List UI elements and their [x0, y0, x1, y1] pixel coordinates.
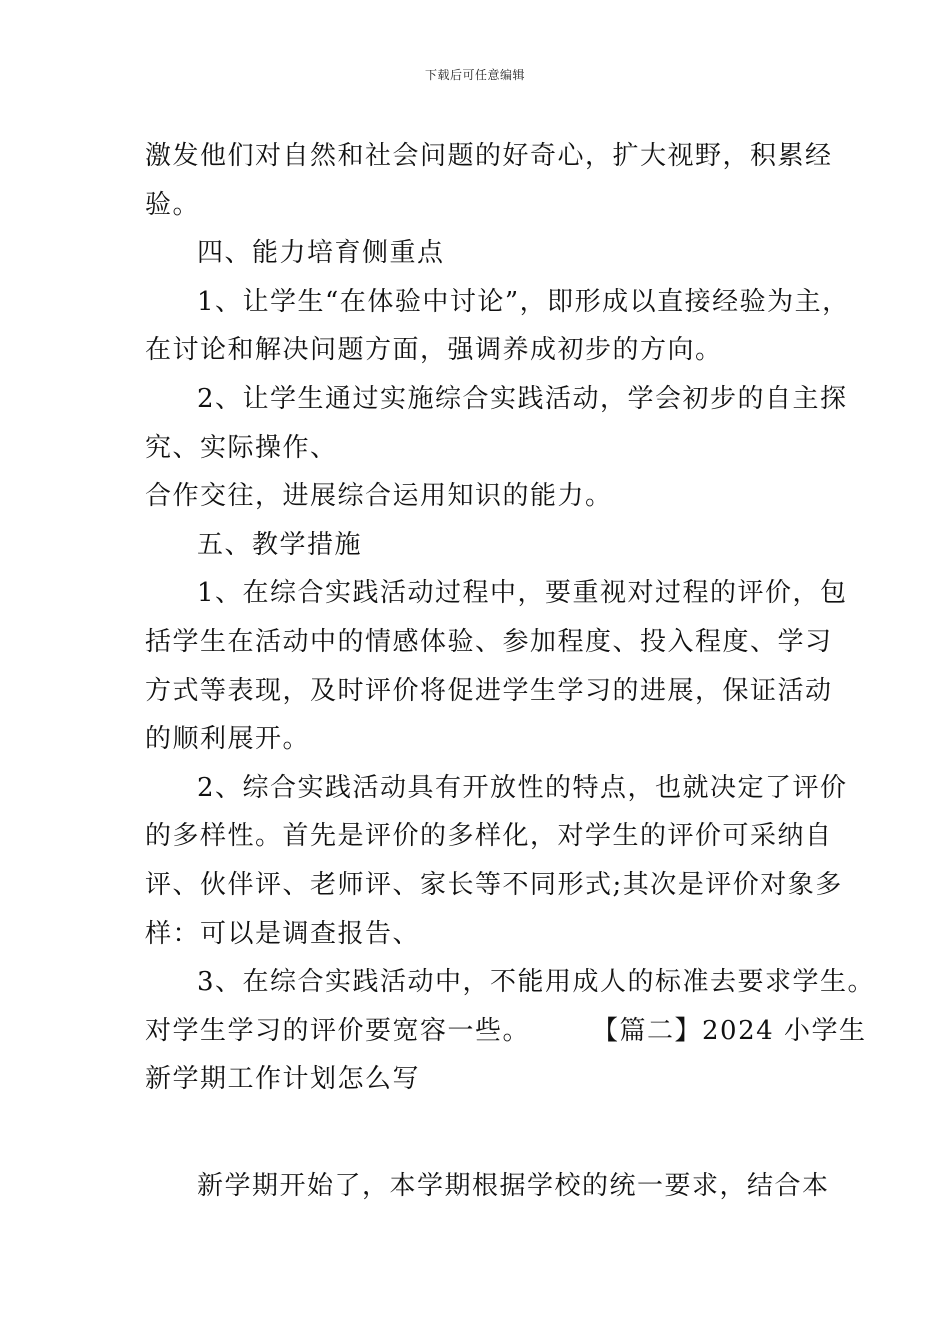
text-line: 合作交往，进展综合运用知识的能力。 — [145, 481, 613, 512]
text-line: 激发他们对自然和社会问题的好奇心，扩大视野，积累经 — [145, 141, 833, 171]
text-line — [145, 1007, 867, 1056]
document-body — [145, 132, 876, 1210]
text-segment: 对学生学习的评价要宽容一些。 — [145, 1015, 531, 1046]
page-header: 下载后可任意编辑 — [424, 68, 525, 82]
text-line: 在讨论和解决问题方面，强调养成初步的方向。 — [145, 335, 723, 366]
text-line: 方式等表现，及时评价将促进学生学习的进展，保证活动 — [145, 675, 833, 706]
section-heading: 四、能力培育侧重点 — [197, 238, 445, 269]
text-line: 2、综合实践活动具有开放性的特点，也就决定了评价 — [197, 772, 848, 803]
text-line: 样：可以是调查报告、 — [145, 918, 421, 949]
section-heading: 五、教学措施 — [197, 529, 363, 560]
text-line: 2、让学生通过实施综合实践活动，学会初步的自主探 — [197, 383, 848, 414]
text-line: 新学期开始了，本学期根据学校的统一要求，结合本 — [197, 1170, 830, 1201]
text-line: 1、让学生“在体验中讨论”，即形成以直接经验为主， — [197, 286, 850, 317]
text-line: 括学生在活动中的情感体验、参加程度、投入程度、学习 — [145, 626, 833, 657]
text-line: 1、在综合实践活动过程中，要重视对过程的评价，包 — [197, 578, 848, 609]
text-line: 评、伙伴评、老师评、家长等不同形式;其次是评价对象多 — [145, 869, 843, 900]
article-title: 新学期工作计划怎么写 — [145, 1064, 421, 1095]
text-line: 验。 — [145, 189, 201, 220]
text-line: 的顺利展开。 — [145, 724, 311, 755]
text-line: 究、实际操作、 — [145, 432, 338, 463]
article-title-part: 【篇二】2024 小学生 — [592, 1015, 867, 1046]
text-line: 的多样性。首先是评价的多样化，对学生的评价可采纳自 — [145, 821, 833, 852]
text-line: 3、在综合实践活动中，不能用成人的标准去要求学生。 — [197, 967, 876, 998]
